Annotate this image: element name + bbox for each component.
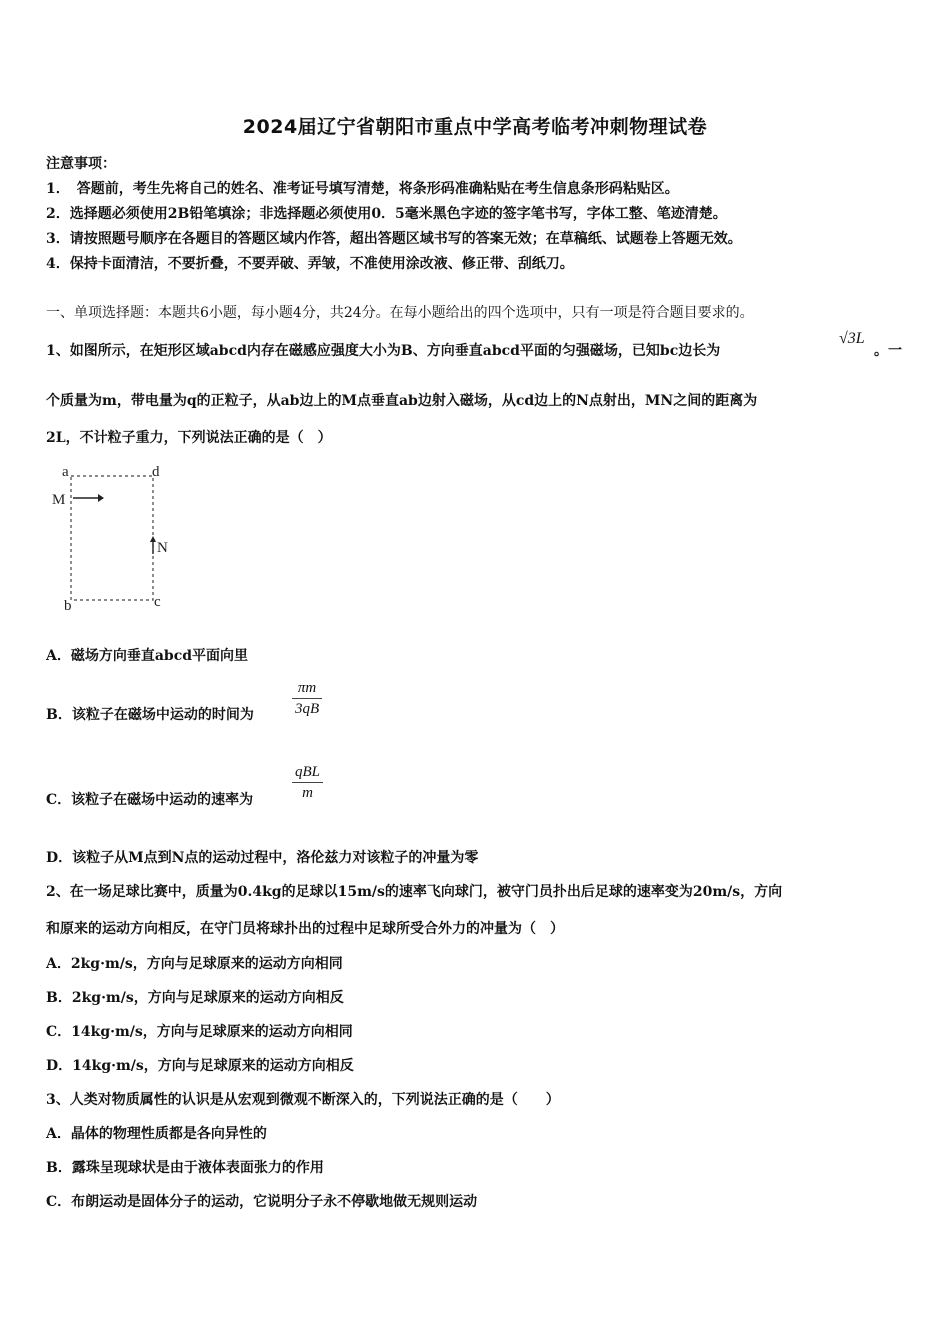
q3-option-c: C．布朗运动是固体分子的运动，它说明分子永不停歇地做无规则运动 — [46, 1194, 478, 1210]
question-3-line1: 3、人类对物质属性的认识是从宏观到微观不断深入的，下列说法正确的是（ ） — [46, 1092, 560, 1108]
q1-option-b: B．该粒子在磁场中运动的时间为 — [46, 707, 254, 723]
fraction-denominator: m — [302, 785, 313, 801]
section-heading: 一、单项选择题：本题共6小题，每小题4分，共24分。在每小题给出的四个选项中，只有一项是符合题目要求的。 — [46, 305, 754, 321]
fraction-time — [292, 678, 322, 719]
q2-option-d: D．14kg·m/s，方向与足球原来的运动方向相反 — [46, 1058, 354, 1074]
question-1-line2: 个质量为m，带电量为q的正粒子，从ab边上的M点垂直ab边射入磁场，从cd边上的N点射出，MN之间的距离为 — [46, 393, 758, 409]
q2-option-a: A．2kg·m/s，方向与足球原来的运动方向相同 — [46, 956, 343, 972]
fraction-speed — [292, 762, 323, 803]
question-2-line1: 2、在一场足球比赛中，质量为0.4kg的足球以15m/s的速率飞向球门，被守门员扑出后足球的速率变为20m/s，方向 — [46, 884, 783, 900]
label-d: d — [152, 464, 160, 480]
label-N: N — [157, 540, 168, 556]
question-1-line1-end: 。一 — [874, 343, 902, 359]
magnetic-field-diagram — [46, 462, 186, 612]
notice-item: 1． 答题前，考生先将自己的姓名、准考证号填写清楚，将条形码准确粘贴在考生信息条形码粘贴区。 — [46, 181, 679, 197]
label-a: a — [62, 464, 69, 480]
fraction-denominator: 3qB — [295, 701, 320, 717]
q3-option-a: A．晶体的物理性质都是各向异性的 — [46, 1126, 267, 1142]
notice-heading: 注意事项： — [46, 156, 116, 172]
fraction-numerator: qBL — [292, 762, 323, 783]
velocity-arrow-head — [98, 494, 104, 502]
notice-item: 3．请按照题号顺序在各题目的答题区域内作答，超出答题区域书写的答案无效；在草稿纸、试题卷上答题无效。 — [46, 231, 742, 247]
q2-option-c: C．14kg·m/s，方向与足球原来的运动方向相同 — [46, 1024, 353, 1040]
label-b: b — [64, 598, 72, 612]
notice-item: 4．保持卡面清洁，不要折叠，不要弄破、弄皱，不准使用涂改液、修正带、刮纸刀。 — [46, 256, 574, 272]
q3-option-b: B．露珠呈现球状是由于液体表面张力的作用 — [46, 1160, 324, 1176]
label-M: M — [52, 492, 66, 508]
exit-arrow-head — [150, 536, 156, 542]
sqrt-expression: √3L — [839, 330, 865, 347]
q2-option-b: B．2kg·m/s，方向与足球原来的运动方向相反 — [46, 990, 344, 1006]
field-rectangle — [71, 476, 153, 600]
q1-option-c: C．该粒子在磁场中运动的速率为 — [46, 792, 254, 808]
notice-item: 2．选择题必须使用2B铅笔填涂；非选择题必须使用0．5毫米黑色字迹的签字笔书写，字体工整、笔迹清楚。 — [46, 206, 727, 222]
q1-option-d: D．该粒子从M点到N点的运动过程中，洛伦兹力对该粒子的冲量为零 — [46, 850, 479, 866]
question-1-line1: 1、如图所示，在矩形区域abcd内存在磁感应强度大小为B、方向垂直abcd平面的匀强磁场，已知bc边长为 — [46, 343, 721, 359]
label-c: c — [154, 594, 161, 610]
question-1-line3: 2L，不计粒子重力，下列说法正确的是（ ） — [46, 430, 332, 446]
question-2-line2: 和原来的运动方向相反，在守门员将球扑出的过程中足球所受合外力的冲量为（ ） — [46, 921, 564, 937]
q1-option-a: A．磁场方向垂直abcd平面向里 — [46, 648, 249, 664]
fraction-numerator: πm — [292, 678, 322, 699]
page-title: 2024届辽宁省朝阳市重点中学高考临考冲刺物理试卷 — [242, 116, 708, 138]
